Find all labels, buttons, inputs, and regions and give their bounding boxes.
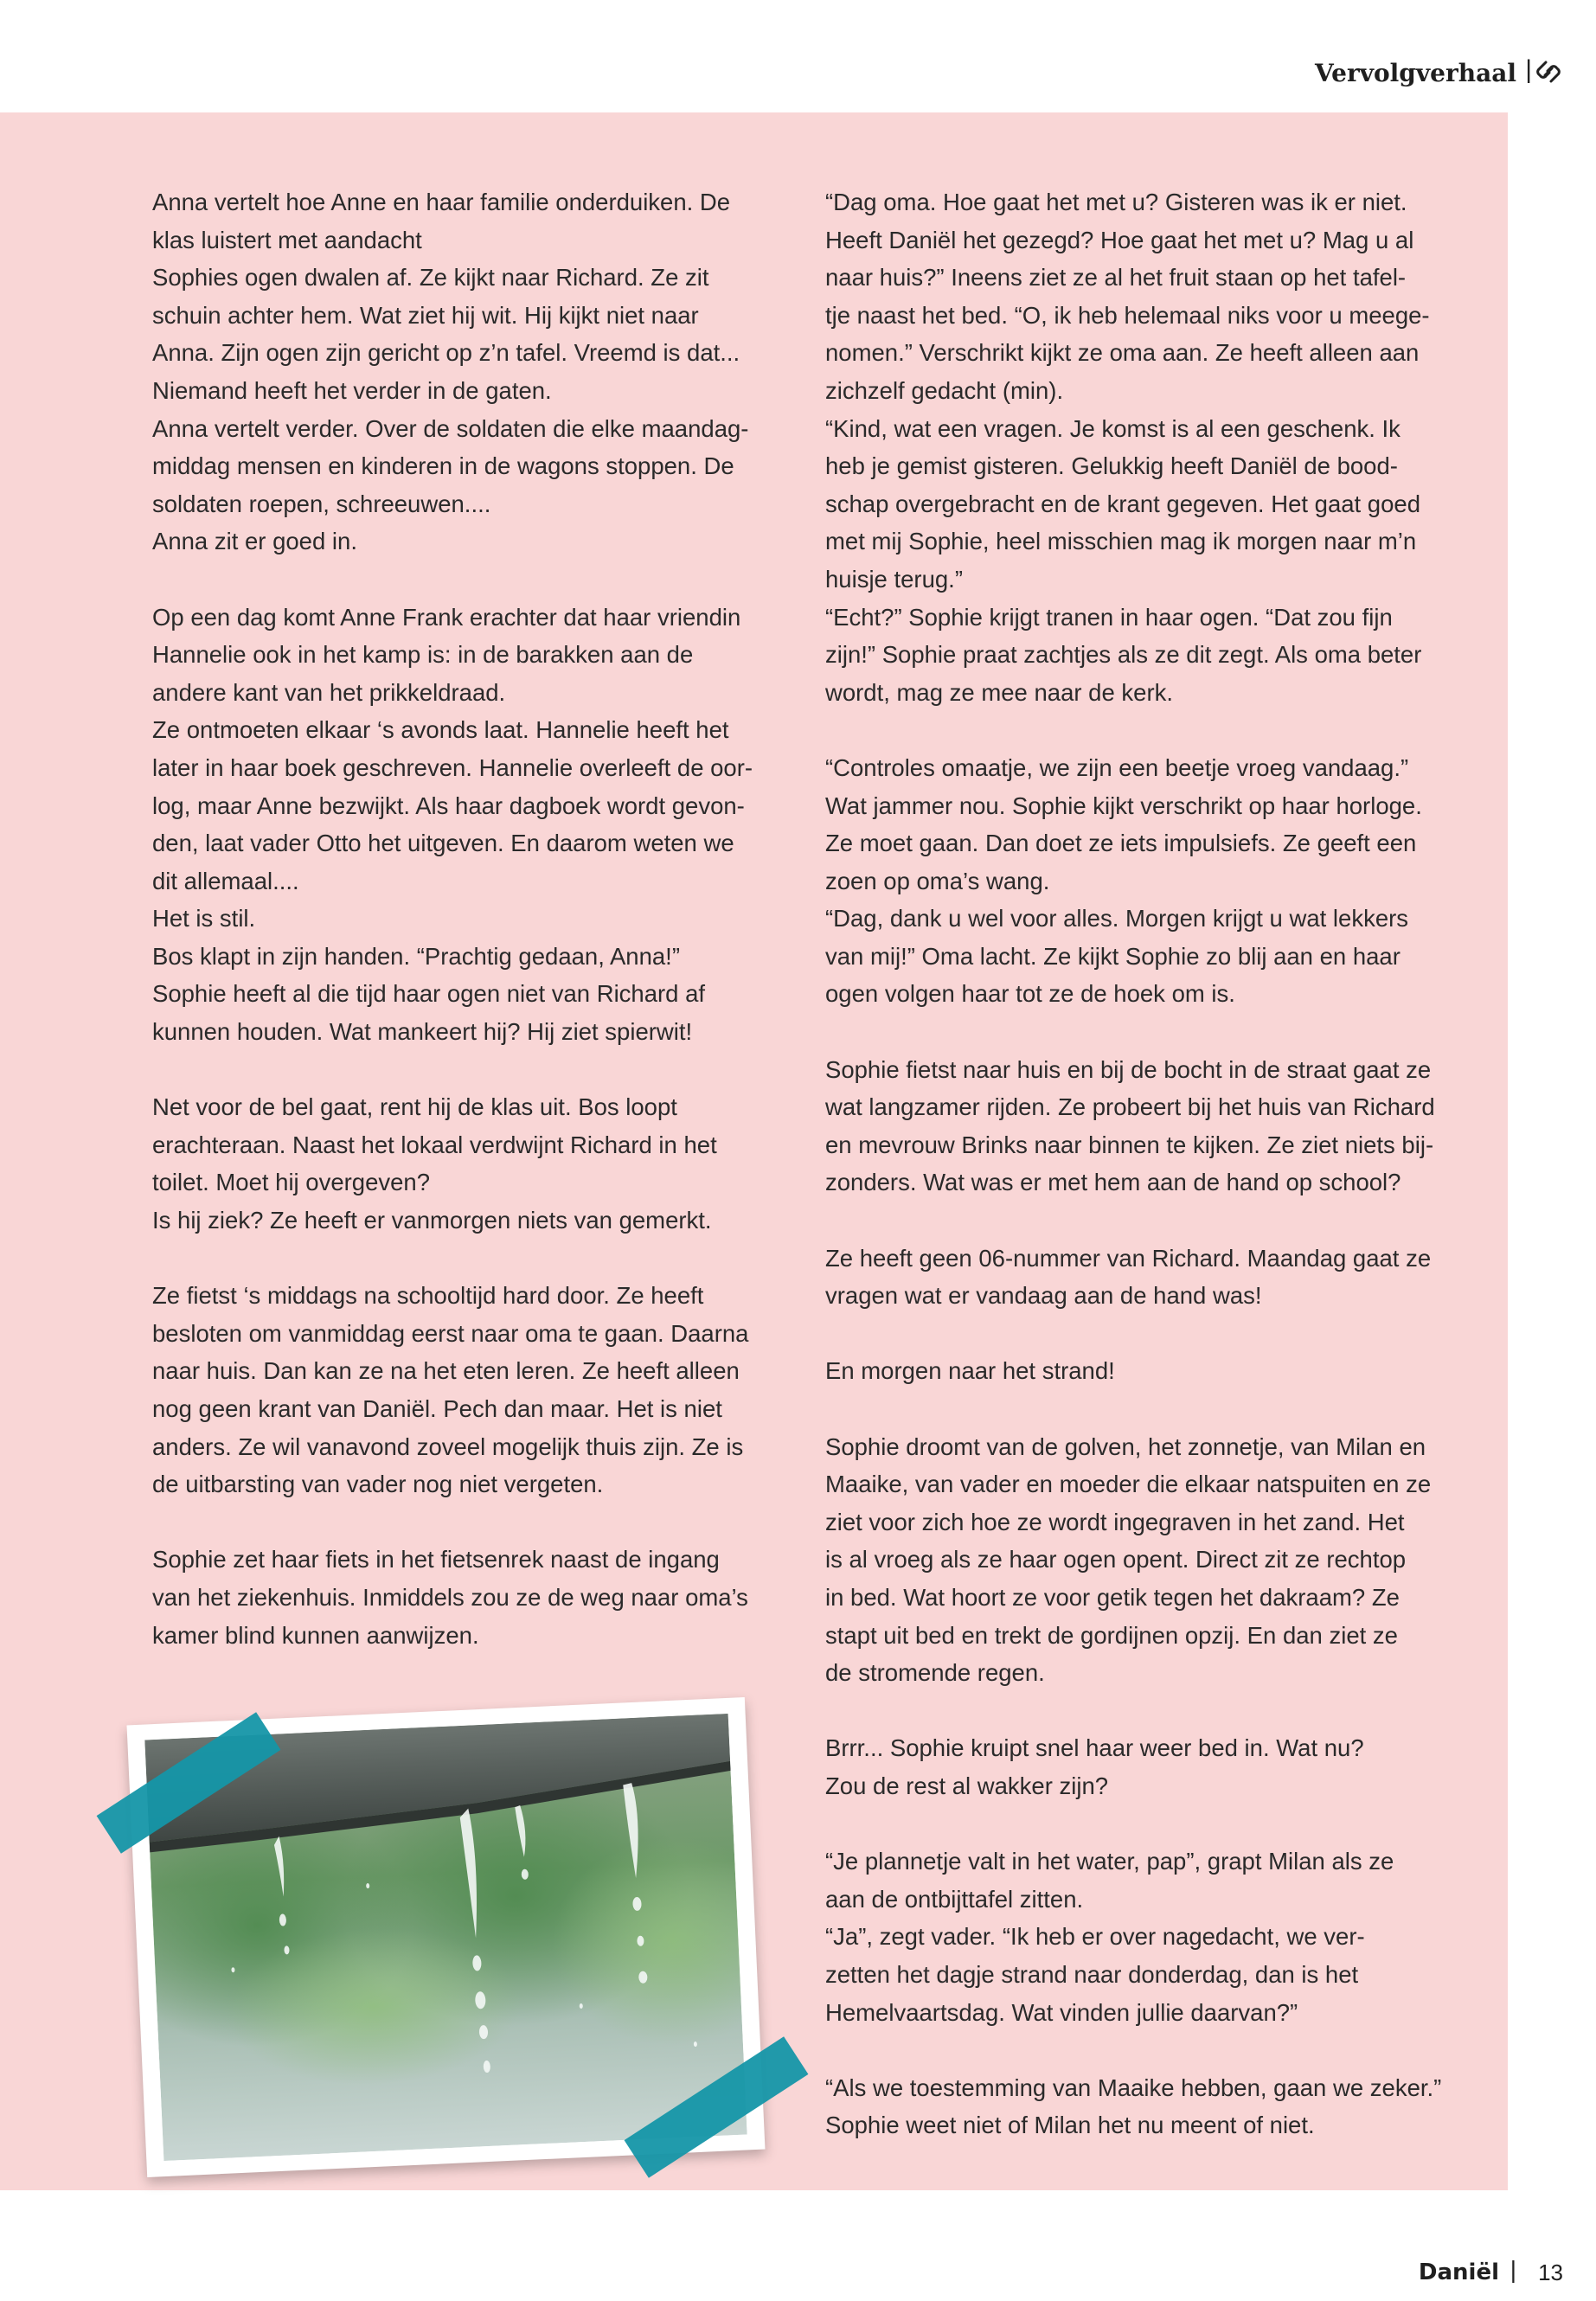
magazine-name: Daniël bbox=[1418, 2259, 1499, 2285]
paragraph: Net voor de bel gaat, rent hij de klas uit. Bos loopt erachteraan. Naast het lokaal verdwijnt Richard in het toilet. Moet hij overgeven? Is hij ziek? Ze heeft er vanmorgen niets van gemerkt. bbox=[152, 1093, 717, 1234]
paragraph: Sophie zet haar fiets in het fietsenrek naast de ingang van het ziekenhuis. Inmiddels zou ze de weg naar oma’s kamer blind kunnen aanwijzen. bbox=[152, 1546, 748, 1649]
paragraph: Op een dag komt Anne Frank erachter dat haar vriendin Hannelie ook in het kamp is: in de barakken aan de andere kant van het prikkeldraad. Ze ontmoeten elkaar ‘s avonds laat. Hannelie heeft het later in haar boek geschreven. Hannelie overleeft de oor- log, maar Anne bezwijkt. Als haar dagboek wordt gevon- den, laat vader Otto het uitgeven. En daarom weten we dit allemaal.... Het is stil. Bos klapt in zijn handen. “Prachtig gedaan, Anna!” Sophie heeft al die tijd haar ogen niet van Richard af kunnen houden. Wat mankeert hij? Hij ziet spierwit! bbox=[152, 603, 753, 1046]
footer-separator: | bbox=[1509, 2256, 1516, 2283]
paragraph: Ze heeft geen 06-nummer van Richard. Maandag gaat ze vragen wat er vandaag aan de hand was! bbox=[825, 1244, 1432, 1310]
paragraph: Anna vertelt hoe Anne en haar familie onderduiken. De klas luistert met aandacht Sophies ogen dwalen af. Ze kijkt naar Richard. Ze zit schuin achter hem. Wat ziet hij wit. Hij kijkt niet naar Anna. Zijn ogen zijn gericht op z’n tafel. Vreemd is dat... Niemand heeft het verder in de gaten. Anna vertelt verder. Over de soldaten die elke maandag- middag mensen en kinderen in de wagons stoppen. De soldaten roepen, schreeuwen.... Anna zit er goed in. bbox=[152, 189, 749, 555]
section-title: Vervolgverhaal bbox=[1315, 59, 1516, 87]
paragraph: Ze fietst ‘s middags na schooltijd hard door. Ze heeft besloten om vanmiddag eerst naar oma te gaan. Daarna naar huis. Dan kan ze na het eten leren. Ze heeft alleen nog geen krant van Daniël. Pech dan maar. Het is niet anders. Ze wil vanavond zoveel mogelijk thuis zijn. Ze is de uitbarsting van vader nog niet vergeten. bbox=[152, 1282, 749, 1498]
paragraph: “Dag oma. Hoe gaat het met u? Gisteren was ik er niet. Heeft Daniël het gezegd? Hoe gaat het met u? Mag u al naar huis?” Ineens ziet ze al het fruit staan op het tafel- tje naast het bed. “O, ik heb helemaal niks voor u meege- nomen.” Verschrikt kijkt ze oma aan. Ze heeft alleen aan zichzelf gedacht (min). “Kind, wat een vragen. Je komst is al een geschenk. Ik heb je gemist gisteren. Gelukkig heeft Daniël de bood- schap overgebracht en de krant gegeven. Het gaat goed met mij Sophie, heel misschien mag ik morgen naar m’n huisje terug.” “Echt?” Sophie krijgt tranen in haar ogen. “Dat zou fijn zijn!” Sophie praat zachtjes als ze dit zegt. Als oma beter wordt, mag ze mee naar de kerk. bbox=[825, 189, 1430, 706]
left-column bbox=[152, 183, 775, 1654]
rain-drops-image bbox=[144, 1714, 747, 2161]
page-number: 13 bbox=[1538, 2259, 1563, 2285]
paragraph: Sophie fietst naar huis en bij de bocht in de straat gaat ze wat langzamer rijden. Ze probeert bij het huis van Richard en mevrouw Brinks naar binnen te kijken. Ze ziet niets bij- zonders. Wat was er met hem aan de hand op school? bbox=[825, 1055, 1435, 1196]
paragraph: Brrr... Sophie kruipt snel haar weer bed in. Wat nu? Zou de rest al wakker zijn? bbox=[825, 1734, 1364, 1799]
paragraph: “Als we toestemming van Maaike hebben, gaan we zeker.” Sophie weet niet of Milan het nu meent of niet. bbox=[825, 2073, 1442, 2139]
paragraph: “Je plannetje valt in het water, pap”, grapt Milan als ze aan de ontbijttafel zitten. “Ja”, zegt vader. “Ik heb er over nagedacht, we ver- zetten het dagje strand naar donderdag, dan is het Hemelvaartsdag. Wat vinden jullie daarvan?” bbox=[825, 1848, 1394, 2026]
paperclip-icon bbox=[1534, 57, 1563, 87]
paragraph: En morgen naar het strand! bbox=[825, 1357, 1115, 1385]
paragraph: Sophie droomt van de golven, het zonnetje, van Milan en Maaike, van vader en moeder die elkaar natspuiten en ze ziet voor zich hoe ze wordt ingegraven in het zand. Het is al vroeg als ze haar ogen opent. Direct zit ze rechtop in bed. Wat hoort ze voor getik tegen het dakraam? Ze stapt uit bed en trekt de gordijnen opzij. En dan ziet ze de stromende regen. bbox=[825, 1433, 1432, 1687]
right-column bbox=[825, 183, 1448, 2144]
header-separator: | bbox=[1525, 55, 1532, 84]
paragraph: “Controles omaatje, we zijn een beetje vroeg vandaag.” Wat jammer nou. Sophie kijkt verschrikt op haar horloge. Ze moet gaan. Dan doet ze iets impulsiefs. Ze geeft een zoen op oma’s wang. “Dag, dank u wel voor alles. Morgen krijgt u wat lekkers van mij!” Oma lacht. Ze kijkt Sophie zo blij aan en haar ogen volgen haar tot ze de hoek om is. bbox=[825, 753, 1422, 1008]
